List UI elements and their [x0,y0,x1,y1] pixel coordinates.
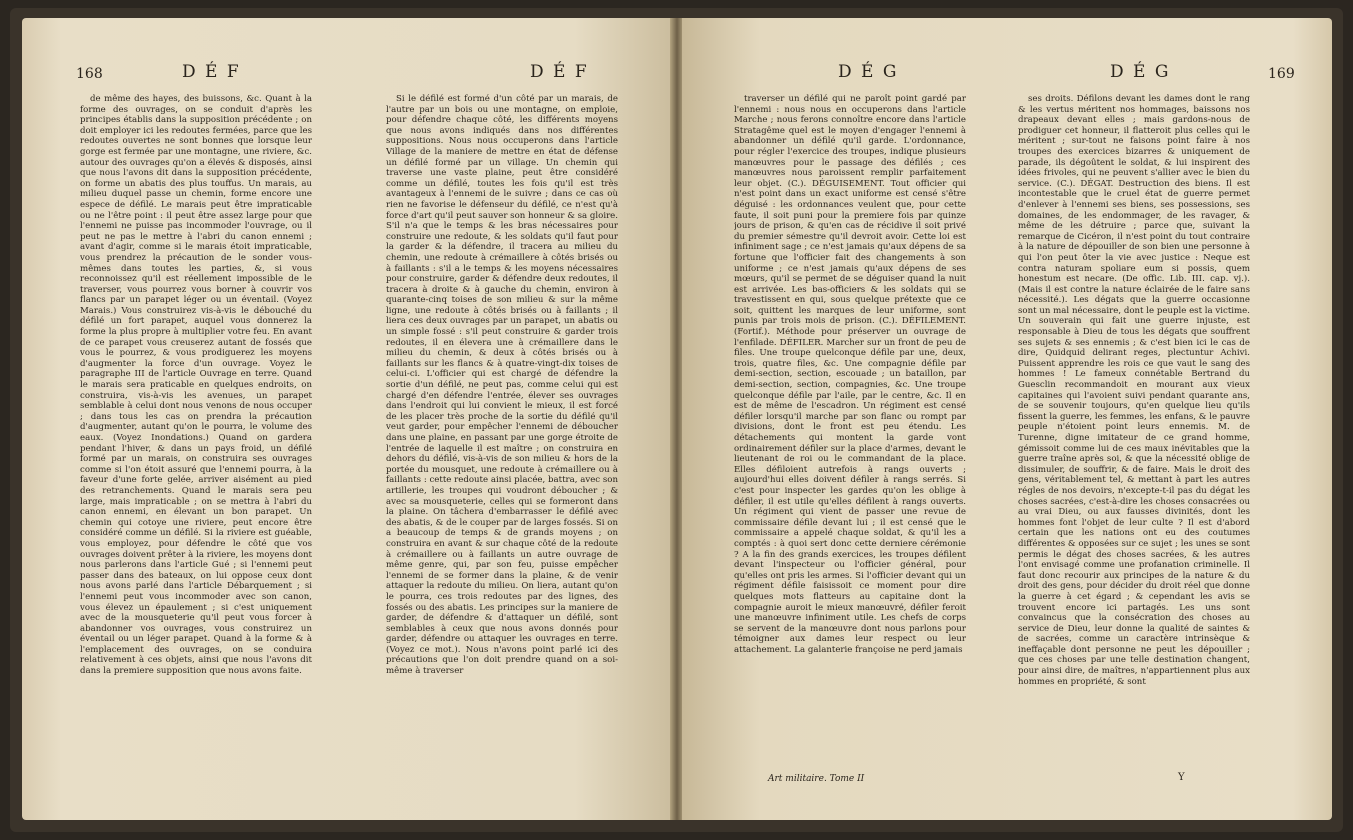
right-column-1-text: traverser un défilé qui ne paroît point gardé par l'ennemi : nous nous en occuperons dans l'article Marche ; nous ferons connoître encore dans l'article Stratagême quel est le moyen d'engager l'ennemi à abandonner un défilé qu'il garde. L'ordonnance, pour régler l'exercice des troupes, indique plusieurs manœuvres pour le passage des défilés ; ces manœuvres nous paroissent remplir parfaitement leur objet. (C.). DÉGUISEMENT. Tout officier qui n'est point dans un exact uniforme est censé s'être déguisé : les ordonnances veulent que, pour cette faute, il soit puni pour la premiere fois par quinze jours de prison, & qu'en cas de récidive il soit privé du premier sémestre qu'il devroit avoir. Cette loi est infiniment sage ; ce n'est jamais qu'aux dépens de sa fortune que l'officier fait des changements à son uniforme ; ce n'est jamais qu'aux dépens de ses mœurs, qu'il se permet de se déguiser quand la nuit est arrivée. Les bas-officiers & les soldats qui se travestissent en qui, sous quelque prétexte que ce soit, quittent les marques de leur uniforme, sont punis par trois mois de prison. (C.). DÉFILEMENT. (Fortif.). Méthode pour préserver un ouvrage de l'enfilade. DÉFILER. Marcher sur un front de peu de files. Une troupe quelconque défile par une, deux, trois, quatre files, &c. Une compagnie défile par demi-section, section, escouade ; un bataillon, par demi-section, section, compagnies, &c. Une troupe quelconque défile par l'aile, par le centre, &c. Il en est de même de l'escadron. Un régiment est censé défiler lorsqu'il marche par son flanc ou rompt par divisions, dont le front est peu étendu. Les détachements qui montent la garde vont ordinairement défiler sur la place d'armes, devant le lieutenant de roi ou le commandant de la place. Elles défiloient autrefois à rangs ouverts ; aujourd'hui elles doivent défiler à rangs serrés. Si c'est pour inspecter les gardes qu'on les oblige à défiler, il est utile qu'elles défilent à rangs ouverts. Un régiment qui vient de passer une revue de commissaire défile devant lui ; il est censé que le commissaire a appelé chaque soldat, & qu'il les a comptés : à quoi sert donc cette derniere cérémonie ? A la fin des grands exercices, les troupes défilent devant l'inspecteur ou l'officier général, pour qu'elles ont pris les armes. Si l'officier devant qui un régiment défile faisissoit ce moment pour dire quelques mots flatteurs au capitaine dont la compagnie auroit le mieux manœuvré, défiler feroit une manœuvre infiniment utile. Les chefs de corps se servent de la manœuvre dont nous parlons pour témoigner aux dames leur respect ou leur attachement. La galanterie françoise ne perd jamais [734,94,966,655]
left-running-head [22,62,672,88]
right-page [682,18,1332,820]
right-head-col1: D É G [838,62,899,82]
signature-mark: Y [1178,772,1185,783]
left-column-2 [386,94,618,784]
left-page-number: 168 [76,66,103,82]
open-book [10,8,1343,832]
left-page [22,18,672,820]
right-head-col2: D É G [1110,62,1171,82]
right-column-2 [1018,94,1250,770]
left-column-1-text: de même des hayes, des buissons, &c. Quant à la forme des ouvrages, on se conduit d'après les principes établis dans la supposition précédente ; on doit employer ici les redoutes fermées, parce que les redoutes ouvertes ne sont bonnes que lorsque leur gorge est fermée par une montagne, une riviere, &c. autour des ouvrages qu'on a élevés & disposés, ainsi que nous l'avons dit dans la supposition précédente, on forme un abatis des plus touffus. Un marais, au milieu duquel passe un chemin, forme encore une espece de défilé. Le marais peut être impraticable ou ne l'être point : il peut être assez large pour que l'ennemi ne puisse pas incommoder l'ouvrage, ou il peut ne pas le mettre à l'abri du canon ennemi ; avant d'agir, comme si le marais étoit impraticable, vous prendrez la précaution de le sonder vous-mêmes dans toutes les parties, &, si vous reconnoissez qu'il est réellement impossible de le traverser, vous pourrez vous borner à couvrir vos flancs par un parapet léger ou un éventail. (Voyez Marais.) Vous construirez vis-à-vis le débouché du défilé un fort parapet, auquel vous donnerez la forme la plus propre à multiplier votre feu. En avant de ce parapet vous creuserez autant de fossés que vous le pourrez, & vous prodiguerez les moyens d'augmenter la force d'un ouvrage. Voyez le paragraphe III de l'article Ouvrage en terre. Quand le marais sera praticable en quelques endroits, on construira, vis-à-vis les avenues, un parapet semblable à celui dont nous venons de nous occuper ; dans tous les cas on prendra la précaution d'augmenter, autant qu'on le pourra, le volume des eaux. (Voyez Inondations.) Quand on gardera pendant l'hiver, & dans un pays froid, un défilé formé par un marais, on construira ses ouvrages comme si l'on étoit assuré que l'ennemi pourra, à la faveur d'une forte gelée, arriver aisément au pied des retranchements. Quand le marais sera peu large, mais impraticable ; on se mettra à l'abri du canon ennemi, en élevant un bon parapet. Un chemin qui cotoye une riviere, peut encore être considéré comme un défilé. Si la riviere est guéable, vous employez, pour défendre le côté que vos ouvrages doivent prêter à la riviere, les moyens dont nous parlerons dans l'article Gué ; si l'ennemi peut passer dans des bateaux, on lui oppose ceux dont nous avons parlé dans l'article Débarquement ; si l'ennemi peut vous incommoder avec son canon, vous élevez un épaulement ; si c'est uniquement avec de la mousqueterie qu'il peut vous forcer à abandonner vos ouvrages, vous construirez un éventail ou un léger parapet. Quand à la forme & à l'emplacement des ouvrages, on se conduira relativement à ces objets, ainsi que nous l'avons dit dans la premiere supposition que nous avons faite. [80,94,312,677]
right-column-2-text: ses droits. Défilons devant les dames dont le rang & les vertus méritent nos hommages, baissons nos drapeaux devant elles ; mais gardons-nous de prodiguer cet honneur, il flatteroit plus celles qui le méritent ; sur-tout ne faisons point faire à nos troupes des exercices bizarres & uniquement de parade, ils dégoûtent le soldat, & lui inspirent des idées frivoles, qui ne peuvent s'allier avec le bien du service. (C.). DÉGAT. Destruction des biens. Il est incontestable que le cruel état de guerre permet d'enlever à l'ennemi ses biens, ses possessions, ses domaines, de les endommager, de les ravager, & même de les détruire ; parce que, suivant la remarque de Cicéron, il n'est point du tout contraire à la nature de dépouiller de son bien une personne à qui l'on peut ôter la vie avec justice : Neque est contra naturam spoliare eum si possis, quem honestum est necare. (De offic. Lib. III. cap. vj.). (Mais il est contre la nature éclairée de le faire sans nécessité.). Les dégats que la guerre occasionne sont un mal nécessaire, dont le peuple est la victime. Un souverain qui fait une guerre injuste, est responsable à Dieu de tous les dégats que souffrent ses sujets & ses ennemis ; & c'est bien ici le cas de dire, Quidquid delirant reges, plectuntur Achivi. Puissent apprendre les rois ce que vaut le sang des hommes ! Le fameux connétable Bertrand du Guesclin recommandoit en mourant aux vieux capitaines qui l'avoient suivi pendant quarante ans, de se souvenir toujours, qu'en quelque lieu qu'ils fissent la guerre, les femmes, les enfans, & le pauvre peuple n'étoient point leurs ennemis. M. de Turenne, digne imitateur de ce grand homme, gémissoit comme lui de ces maux inévitables que la guerre traîne après soi, & que la nécessité oblige de dissimuler, de souffrir, & de faire. Mais le droit des gens, véritablement tel, & mettant à part les autres régles de nos devoirs, n'excepte-t-il pas du dégat les choses sacrées, c'est-à-dire les choses consacrées ou au vrai Dieu, ou aux fausses divinités, dont les hommes font l'objet de leur culte ? Il est d'abord certain que les nations ont eu des coutumes différentes & opposées sur ce sujet ; les unes se sont permis le dégat des choses sacrées, & les autres l'ont envisagé comme une profanation criminelle. Il faut donc recourir aux principes de la nature & du droit des gens, pour décider du droit réel que donne la guerre à cet égard ; & cependant les avis se trouvent encore ici partagés. Les uns sont convaincus que la consécration des choses au service de Dieu, leur donne la qualité de saintes & de sacrées, comme un caractère intrinsèque & ineffaçable dont personne ne peut les dépouiller ; que ces choses par une telle destination changent, pour ainsi dire, de maîtres, n'appartiennent plus aux hommes en propriété, & sont [1018,94,1250,687]
left-head-col1: D É F [182,62,241,82]
right-running-head [682,62,1332,88]
right-page-number: 169 [1268,66,1295,82]
left-column-2-text: Si le défilé est formé d'un côté par un marais, de l'autre par un bois ou une montagne, on emploie, pour défendre chaque côté, les différents moyens que nous avons indiqués dans nos différentes suppositions. Nous nous occuperons dans l'article Village de la maniere de mettre en état de défense un défilé formé par un village. Un chemin qui traverse une vaste plaine, peut être considéré comme un défilé, toutes les fois qu'il est très avantageux à l'ennemi de le suivre ; dans ce cas où rien ne favorise le défenseur du défilé, ce n'est qu'à force d'art qu'il peut sauver son honneur & sa gloire. S'il n'a que le temps & les bras nécessaires pour construire une redoute, & les soldats qu'il faut pour la garder & la défendre, il tracera au milieu du chemin, une redoute à crémaillere à côtés brisés ou à faillants : s'il a le temps & les moyens nécessaires pour construire, garder & défendre deux redoutes, il tracera à droite & à gauche du chemin, environ à quarante-cinq toises de son milieu & sur la même ligne, une redoute à côtés brisés ou à faillants ; il liera ces deux ouvrages par un parapet, un abatis ou un simple fossé : s'il peut construire & garder trois redoutes, il en élevera une à crémaillere dans le milieu du chemin, & deux à côtés brisés ou à faillants sur les flancs & à quatre-vingt-dix toises de celui-ci. L'officier qui est chargé de défendre la sortie d'un défilé, ne peut pas, comme celui qui est chargé d'en défendre l'entrée, élever ses ouvrages dans l'endroit qui lui convient le mieux, il est forcé de les placer très proche de la sortie du défilé qu'il veut garder, pour empêcher l'ennemi de déboucher dans une plaine, en passant par une gorge étroite de l'entrée de laquelle il est maître ; on construira en dehors du défilé, vis-à-vis de son milieu & hors de la portée du mousquet, une redoute à crémaillere ou à faillants : cette redoute ainsi placée, battra, avec son artillerie, les troupes qui voudront déboucher ; & avec sa mousqueterie, celles qui se formeront dans la plaine. On tâchera d'embarrasser le défilé avec des abatis, & de le couper par de larges fossés. Si on a beaucoup de temps & de grands moyens ; on construira en avant & sur chaque côté de la redoute à crémaillere ou à faillants un autre ouvrage de même genre, qui, par son feu, puisse empêcher l'ennemi de se former dans la plaine, & de venir attaquer la redoute du milieu. On liera, autant qu'on le pourra, ces trois redoutes par des lignes, des fossés ou des abatis. Les principes sur la maniere de garder, de défendre & d'attaquer un défilé, sont semblables à ceux que nous avons donnés pour garder, défendre ou attaquer les ouvrages en terre. (Voyez ce mot.). Nous n'avons point parlé ici des précautions que l'on doit prendre quand on a soi-même à traverser [386,94,618,677]
page-footer: Art militaire. Tome II [768,774,865,784]
left-head-col2: D É F [530,62,589,82]
left-column-1 [80,94,312,784]
right-column-1 [734,94,966,770]
